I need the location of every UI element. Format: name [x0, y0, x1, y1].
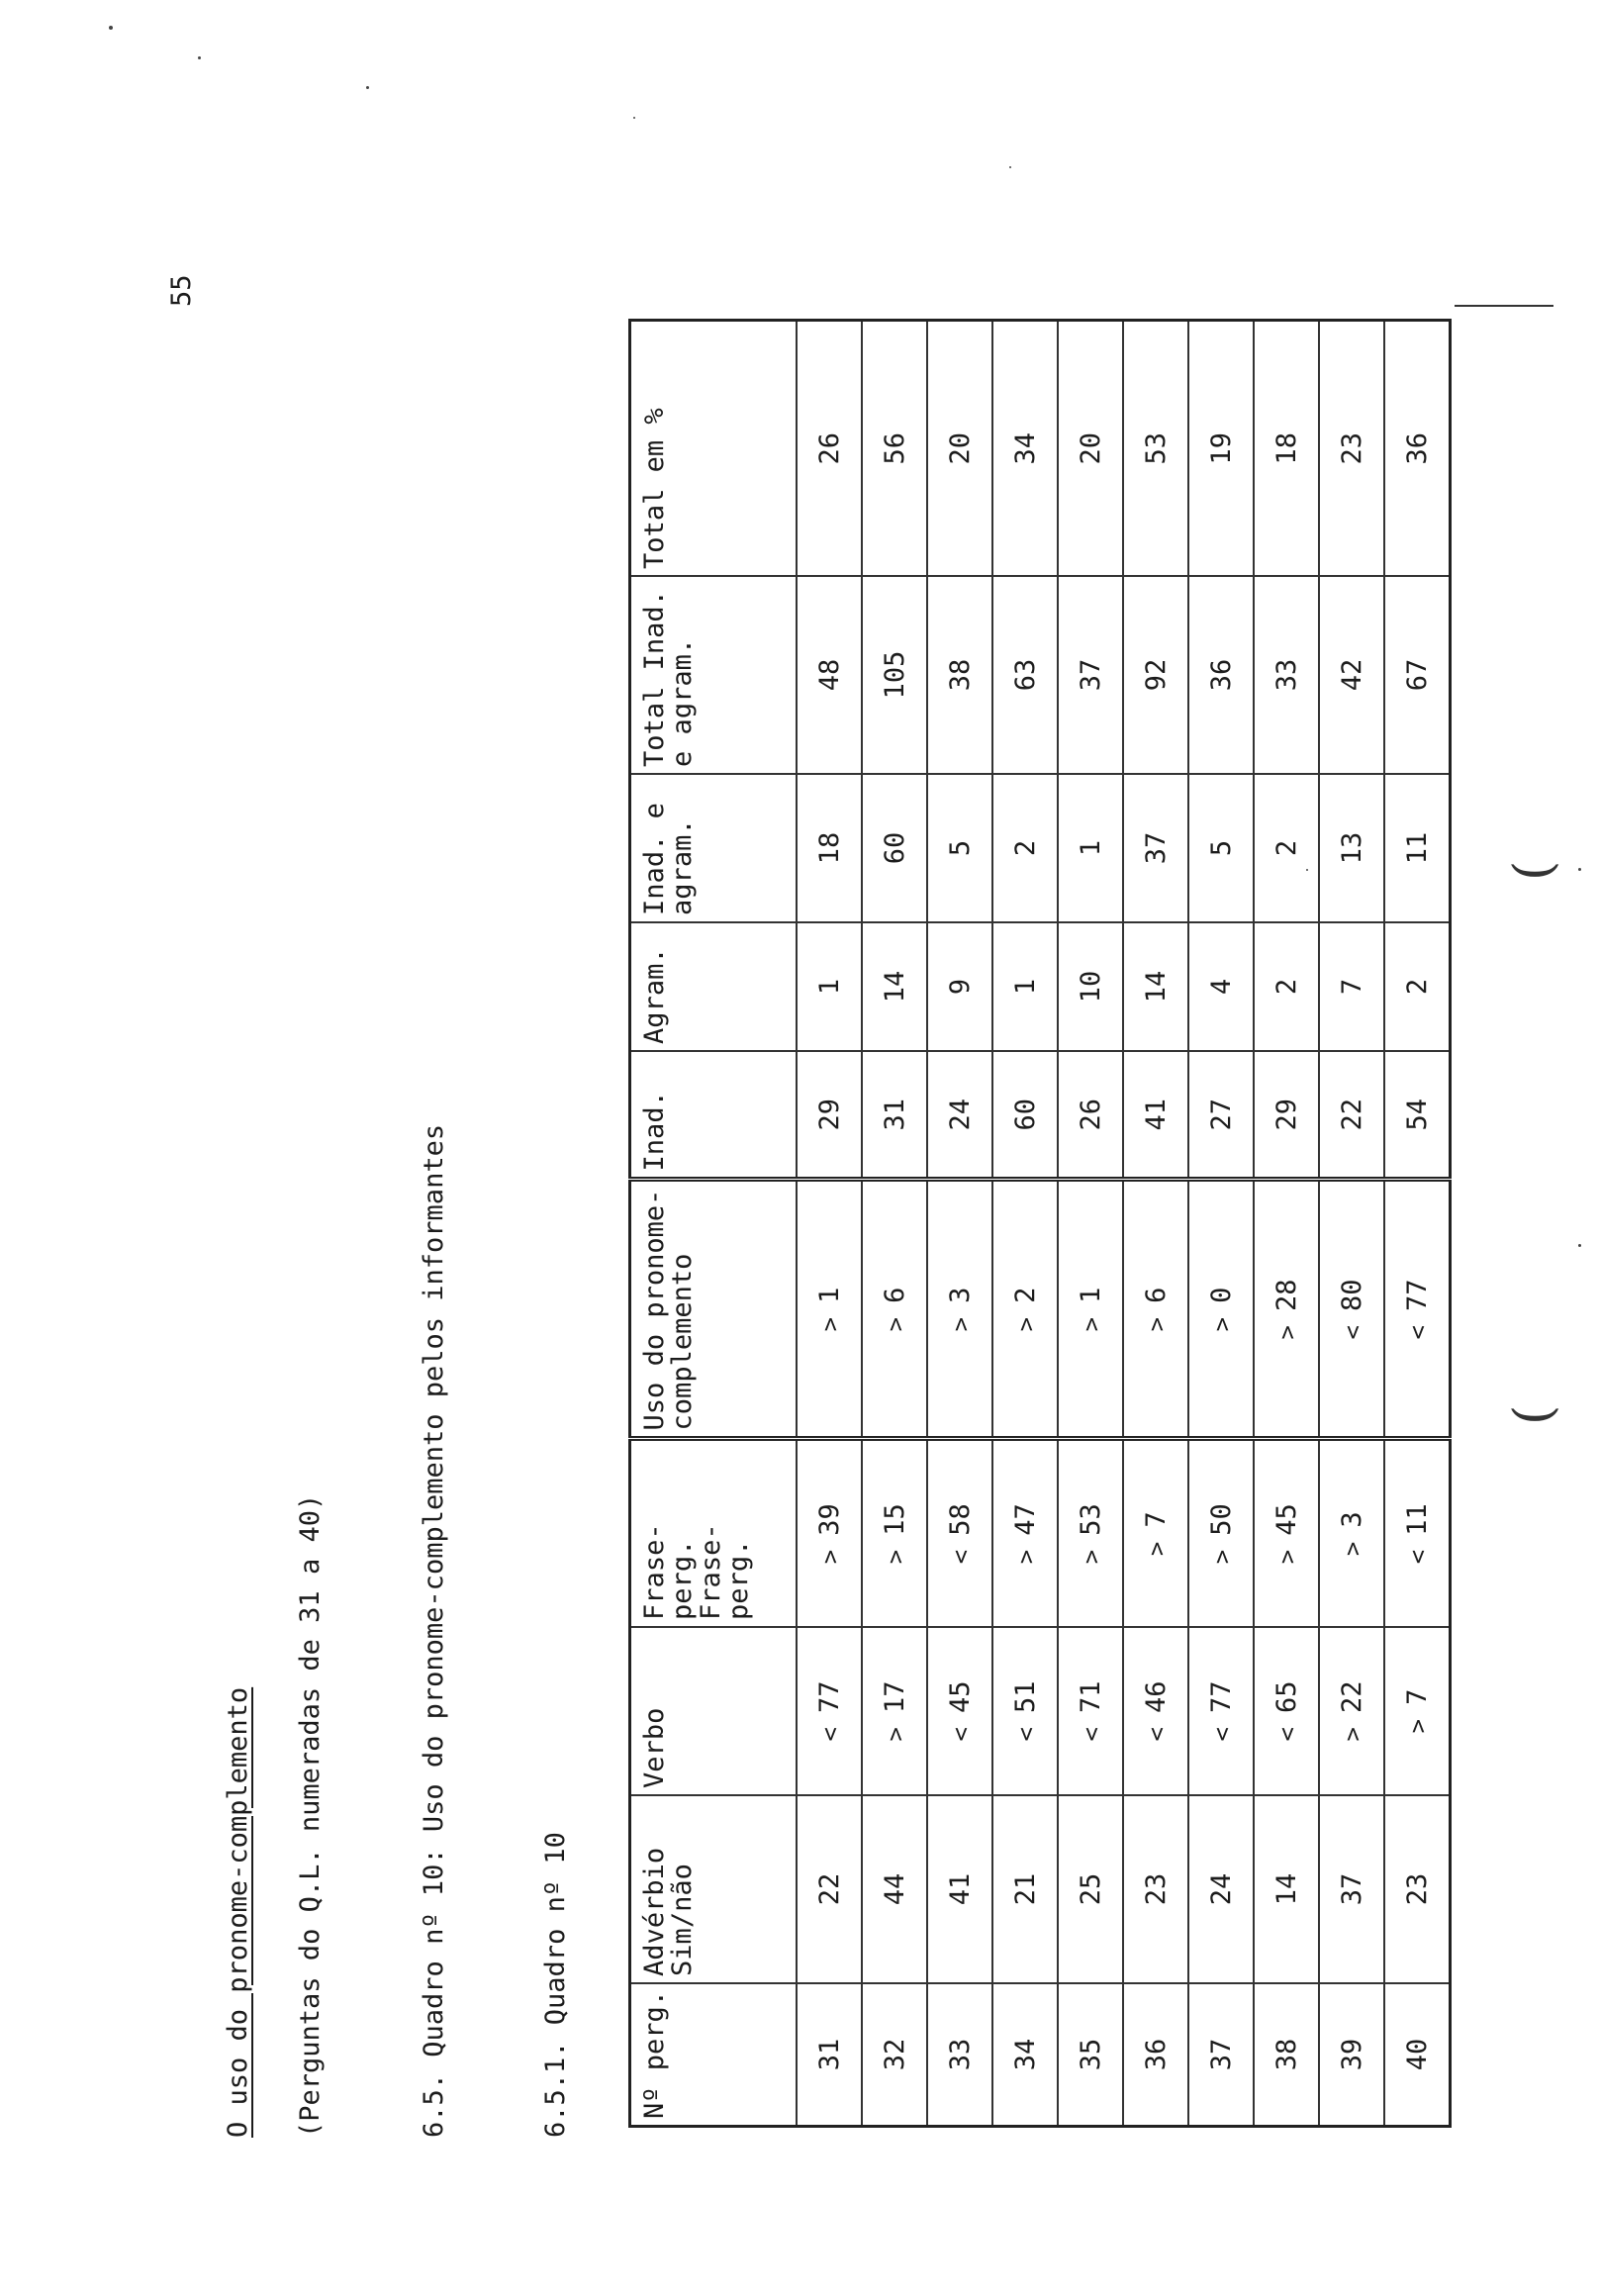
- cell-n-perg: [1058, 1983, 1123, 2127]
- comparison-sign: >: [1208, 1316, 1236, 1332]
- cell-total-inad-agram-value: 42: [1336, 658, 1367, 692]
- cell-inad-agram-value: 2: [1270, 839, 1302, 857]
- cell-frase-perg: [1319, 1439, 1384, 1627]
- comparison-sign: >: [1273, 1324, 1301, 1340]
- cell-inad-value: 29: [1270, 1098, 1302, 1131]
- comparison-sign: >: [1012, 1549, 1040, 1565]
- cell-inad-agram-value: 37: [1140, 831, 1172, 865]
- cell-inad-agram: [1058, 774, 1123, 922]
- cell-uso-pronome: [1058, 1180, 1123, 1439]
- header-verbo: Verbo: [630, 1627, 798, 1795]
- cell-inad-agram-value: 60: [879, 831, 910, 865]
- cell-inad-agram: [927, 774, 992, 922]
- cell-adverbio: [927, 1795, 992, 1983]
- cell-inad-value: 41: [1140, 1098, 1172, 1131]
- cell-adverbio-value: 41: [944, 1872, 976, 1906]
- cell-uso-pronome: [1188, 1180, 1254, 1439]
- cell-verbo: [927, 1627, 992, 1795]
- cell-verbo-value: 22: [1336, 1680, 1367, 1713]
- comparison-sign: <: [816, 1726, 844, 1742]
- cell-total-pct: [1319, 321, 1384, 576]
- cell-verbo-value: 17: [879, 1680, 910, 1713]
- cell-verbo: [1123, 1627, 1188, 1795]
- cell-n-perg-value: 31: [813, 2038, 845, 2071]
- cell-inad-agram: [1384, 774, 1451, 922]
- cell-frase-perg-value: 39: [813, 1503, 845, 1536]
- cell-inad-value: 60: [1009, 1098, 1041, 1131]
- cell-uso-pronome: [862, 1180, 927, 1439]
- cell-total-pct: [862, 321, 927, 576]
- cell-total-pct: [1188, 321, 1254, 576]
- cell-total-inad-agram: [1319, 576, 1384, 774]
- cell-adverbio: [1254, 1795, 1319, 1983]
- table-row: [797, 321, 862, 2127]
- cell-frase-perg: [992, 1439, 1058, 1627]
- cell-total-inad-agram: [1188, 576, 1254, 774]
- data-table: [628, 319, 1452, 2128]
- cell-total-inad-agram-value: 48: [813, 658, 845, 692]
- cell-total-pct-value: 20: [944, 431, 976, 465]
- table-row: [1319, 321, 1384, 2127]
- cell-agram-value: 2: [1270, 978, 1302, 996]
- questions-note: (Perguntas do Q.L. numeradas de 31 a 40): [295, 1493, 326, 2138]
- cell-frase-perg-value: 15: [879, 1503, 910, 1536]
- cell-frase-perg-value: 47: [1009, 1503, 1041, 1536]
- cell-n-perg: [1188, 1983, 1254, 2127]
- cell-inad-agram: [1188, 774, 1254, 922]
- cell-agram: [1123, 922, 1188, 1051]
- cell-adverbio-value: 23: [1140, 1872, 1172, 1906]
- cell-agram: [1254, 922, 1319, 1051]
- scan-speck: [1578, 1244, 1581, 1247]
- comparison-sign: >: [1208, 1549, 1236, 1565]
- cell-adverbio-value: 25: [1075, 1872, 1106, 1906]
- cell-inad-agram-value: 5: [1205, 839, 1237, 857]
- table-caption-text: 6.5.1. Quadro nº 10: [540, 1832, 571, 2138]
- scan-speck: [198, 56, 201, 59]
- cell-total-inad-agram: [797, 576, 862, 774]
- section-title: [421, 1124, 447, 2138]
- table-row: [1384, 321, 1451, 2127]
- cell-inad: [1254, 1051, 1319, 1180]
- table-row: [1188, 321, 1254, 2127]
- header-n-perg: Nº perg.: [630, 1983, 798, 2127]
- cell-inad-agram: [797, 774, 862, 922]
- cell-frase-perg-value: 7: [1140, 1511, 1172, 1528]
- cell-uso-pronome-value: 1: [813, 1287, 845, 1303]
- cell-uso-pronome-value: 80: [1336, 1279, 1367, 1311]
- cell-inad-agram: [992, 774, 1058, 922]
- cell-inad-value: 29: [813, 1098, 845, 1131]
- cell-agram-value: 9: [944, 978, 976, 996]
- cell-uso-pronome-value: 2: [1009, 1287, 1041, 1303]
- cell-frase-perg: [1058, 1439, 1123, 1627]
- table-row: [1058, 321, 1123, 2127]
- cell-adverbio: [1123, 1795, 1188, 1983]
- cell-total-pct-value: 34: [1009, 431, 1041, 465]
- margin-mark: (: [1504, 860, 1563, 881]
- cell-inad: [1319, 1051, 1384, 1180]
- cell-agram: [992, 922, 1058, 1051]
- comparison-sign: <: [947, 1726, 975, 1742]
- cell-adverbio-value: 37: [1336, 1872, 1367, 1906]
- section-heading: O uso do pronome-complemento: [223, 1686, 253, 2138]
- cell-n-perg-value: 39: [1336, 2038, 1367, 2071]
- cell-total-inad-agram-value: 92: [1140, 658, 1172, 692]
- cell-n-perg-value: 40: [1401, 2038, 1433, 2071]
- cell-verbo-value: 71: [1075, 1680, 1106, 1713]
- cell-total-inad-agram-value: 38: [944, 658, 976, 692]
- comparison-sign: <: [947, 1549, 975, 1565]
- cell-inad: [1188, 1051, 1254, 1180]
- cell-agram: [1058, 922, 1123, 1051]
- comparison-sign: <: [1273, 1726, 1301, 1742]
- cell-frase-perg-value: 58: [944, 1503, 976, 1536]
- comparison-sign: >: [1078, 1316, 1105, 1332]
- cell-total-pct-value: 18: [1270, 431, 1302, 465]
- cell-inad-value: 27: [1205, 1098, 1237, 1131]
- cell-total-pct: [1384, 321, 1451, 576]
- cell-total-pct-value: 26: [813, 431, 845, 465]
- cell-verbo: [797, 1627, 862, 1795]
- cell-inad: [992, 1051, 1058, 1180]
- cell-frase-perg: [1188, 1439, 1254, 1627]
- scan-speck: [633, 117, 635, 119]
- cell-verbo: [1188, 1627, 1254, 1795]
- cell-inad-value: 31: [879, 1098, 910, 1131]
- scan-speck: [1009, 166, 1011, 168]
- comparison-sign: >: [1404, 1718, 1432, 1734]
- header-inad: Inad.: [630, 1051, 798, 1180]
- cell-frase-perg: [1384, 1439, 1451, 1627]
- header-agram: Agram.: [630, 922, 798, 1051]
- cell-agram: [1319, 922, 1384, 1051]
- cell-total-pct-value: 23: [1336, 431, 1367, 465]
- comparison-sign: >: [947, 1316, 975, 1332]
- cell-total-inad-agram-value: 105: [879, 650, 910, 700]
- cell-agram: [1188, 922, 1254, 1051]
- cell-adverbio-value: 22: [813, 1872, 845, 1906]
- cell-uso-pronome: [927, 1180, 992, 1439]
- cell-agram: [1384, 922, 1451, 1051]
- cell-frase-perg-value: 45: [1270, 1503, 1302, 1536]
- cell-inad-agram-value: 2: [1009, 839, 1041, 857]
- cell-uso-pronome-value: 28: [1270, 1279, 1302, 1311]
- cell-uso-pronome-value: 6: [879, 1287, 910, 1303]
- comparison-sign: <: [1339, 1324, 1366, 1340]
- cell-adverbio-value: 21: [1009, 1872, 1041, 1906]
- cell-total-inad-agram: [1384, 576, 1451, 774]
- header-row: [630, 321, 798, 2127]
- cell-n-perg-value: 33: [944, 2038, 976, 2071]
- comparison-sign: <: [1404, 1549, 1432, 1565]
- cell-agram-value: 1: [813, 978, 845, 996]
- comparison-sign: >: [882, 1316, 909, 1332]
- margin-mark: (: [1504, 1404, 1563, 1425]
- cell-uso-pronome: [1123, 1180, 1188, 1439]
- cell-agram: [927, 922, 992, 1051]
- cell-total-pct-value: 20: [1075, 431, 1106, 465]
- cell-inad-agram-value: 18: [813, 831, 845, 865]
- table-caption: [542, 1832, 569, 2138]
- cell-total-pct: [1123, 321, 1188, 576]
- cell-inad-value: 54: [1401, 1098, 1433, 1131]
- cell-frase-perg: [1123, 1439, 1188, 1627]
- cell-total-inad-agram-value: 63: [1009, 658, 1041, 692]
- cell-inad: [1058, 1051, 1123, 1180]
- cell-n-perg: [927, 1983, 992, 2127]
- cell-inad: [797, 1051, 862, 1180]
- cell-inad-agram: [1319, 774, 1384, 922]
- header-inad-agram: Inad. e agram.: [630, 774, 798, 922]
- cell-verbo-value: 77: [1205, 1680, 1237, 1713]
- cell-n-perg: [1254, 1983, 1319, 2127]
- scan-speck: [366, 86, 369, 89]
- cell-adverbio-value: 23: [1401, 1872, 1433, 1906]
- cell-uso-pronome: [1319, 1180, 1384, 1439]
- cell-n-perg-value: 34: [1009, 2038, 1041, 2071]
- cell-adverbio: [1319, 1795, 1384, 1983]
- cell-agram-value: 14: [879, 970, 910, 1004]
- scan-speck: [109, 26, 113, 30]
- cell-total-inad-agram: [1058, 576, 1123, 774]
- comparison-sign: >: [882, 1549, 909, 1565]
- cell-agram: [797, 922, 862, 1051]
- cell-uso-pronome: [797, 1180, 862, 1439]
- cell-frase-perg-value: 3: [1336, 1511, 1367, 1528]
- cell-inad-agram-value: 5: [944, 839, 976, 857]
- cell-n-perg-value: 36: [1140, 2038, 1172, 2071]
- comparison-sign: >: [816, 1549, 844, 1565]
- cell-frase-perg: [797, 1439, 862, 1627]
- cell-frase-perg-value: 11: [1401, 1503, 1433, 1536]
- cell-total-inad-agram-value: 36: [1205, 658, 1237, 692]
- cell-frase-perg: [1254, 1439, 1319, 1627]
- cell-total-pct: [927, 321, 992, 576]
- cell-n-perg-value: 38: [1270, 2038, 1302, 2071]
- cell-n-perg: [1319, 1983, 1384, 2127]
- cell-inad-value: 26: [1075, 1098, 1106, 1131]
- cell-inad-agram-value: 11: [1401, 831, 1433, 865]
- cell-frase-perg-value: 53: [1075, 1503, 1106, 1536]
- cell-total-inad-agram-value: 67: [1401, 658, 1433, 692]
- cell-uso-pronome-value: 0: [1205, 1287, 1237, 1303]
- cell-adverbio: [862, 1795, 927, 1983]
- cell-inad-agram: [1123, 774, 1188, 922]
- table-row: [927, 321, 992, 2127]
- comparison-sign: <: [1208, 1726, 1236, 1742]
- cell-uso-pronome: [1254, 1180, 1319, 1439]
- cell-inad: [1384, 1051, 1451, 1180]
- cell-inad-agram: [1254, 774, 1319, 922]
- cell-uso-pronome-value: 1: [1075, 1287, 1106, 1303]
- cell-frase-perg-value: 50: [1205, 1503, 1237, 1536]
- cell-agram-value: 14: [1140, 970, 1172, 1004]
- comparison-sign: <: [1078, 1726, 1105, 1742]
- cell-adverbio-value: 14: [1270, 1872, 1302, 1906]
- cell-verbo: [1058, 1627, 1123, 1795]
- cell-verbo-value: 45: [944, 1680, 976, 1713]
- cell-n-perg: [797, 1983, 862, 2127]
- cell-n-perg-value: 37: [1205, 2038, 1237, 2071]
- comparison-sign: >: [1339, 1541, 1366, 1557]
- cell-verbo: [1319, 1627, 1384, 1795]
- comparison-sign: >: [816, 1316, 844, 1332]
- cell-total-pct: [992, 321, 1058, 576]
- section-title-text: 6.5. Quadro nº 10: Uso do pronome-complemento pelos informantes: [419, 1123, 449, 2138]
- cell-inad: [1123, 1051, 1188, 1180]
- comparison-sign: <: [1012, 1726, 1040, 1742]
- cell-total-pct-value: 53: [1140, 431, 1172, 465]
- cell-total-pct: [1058, 321, 1123, 576]
- cell-uso-pronome: [1384, 1180, 1451, 1439]
- comparison-sign: <: [1143, 1726, 1171, 1742]
- margin-rule: [1455, 305, 1553, 307]
- cell-adverbio-value: 24: [1205, 1872, 1237, 1906]
- cell-frase-perg: [927, 1439, 992, 1627]
- cell-adverbio: [1384, 1795, 1451, 1983]
- cell-total-inad-agram-value: 37: [1075, 658, 1106, 692]
- cell-inad-agram-value: 13: [1336, 831, 1367, 865]
- cell-agram-value: 2: [1401, 978, 1433, 996]
- cell-adverbio: [1058, 1795, 1123, 1983]
- comparison-sign: >: [882, 1726, 909, 1742]
- cell-verbo-value: 46: [1140, 1680, 1172, 1713]
- comparison-sign: >: [1012, 1316, 1040, 1332]
- cell-total-pct-value: 56: [879, 431, 910, 465]
- comparison-sign: >: [1339, 1726, 1366, 1742]
- table-row: [992, 321, 1058, 2127]
- cell-n-perg: [862, 1983, 927, 2127]
- cell-total-pct-value: 36: [1401, 431, 1433, 465]
- cell-verbo: [992, 1627, 1058, 1795]
- table-row: [862, 321, 927, 2127]
- cell-inad-agram: [862, 774, 927, 922]
- cell-uso-pronome-value: 6: [1140, 1287, 1172, 1303]
- cell-verbo-value: 7: [1401, 1688, 1433, 1705]
- header-total-pct: Total em %: [630, 321, 798, 576]
- cell-n-perg-value: 32: [879, 2038, 910, 2071]
- scan-speck: [1306, 869, 1308, 871]
- cell-verbo-value: 77: [813, 1680, 845, 1713]
- cell-agram: [862, 922, 927, 1051]
- cell-total-inad-agram: [1123, 576, 1188, 774]
- cell-adverbio-value: 44: [879, 1872, 910, 1906]
- cell-inad-agram-value: 1: [1075, 839, 1106, 857]
- cell-inad: [927, 1051, 992, 1180]
- cell-adverbio: [1188, 1795, 1254, 1983]
- cell-uso-pronome: [992, 1180, 1058, 1439]
- cell-total-pct: [1254, 321, 1319, 576]
- cell-agram-value: 4: [1205, 978, 1237, 996]
- cell-verbo-value: 65: [1270, 1680, 1302, 1713]
- cell-adverbio: [992, 1795, 1058, 1983]
- cell-uso-pronome-value: 3: [944, 1287, 976, 1303]
- cell-verbo: [1254, 1627, 1319, 1795]
- table-body: [797, 321, 1451, 2127]
- cell-agram-value: 1: [1009, 978, 1041, 996]
- cell-total-inad-agram-value: 33: [1270, 658, 1302, 692]
- cell-inad: [862, 1051, 927, 1180]
- cell-agram-value: 10: [1075, 970, 1106, 1004]
- cell-frase-perg: [862, 1439, 927, 1627]
- cell-verbo: [1384, 1627, 1451, 1795]
- cell-total-pct-value: 19: [1205, 431, 1237, 465]
- page-number: 55: [166, 274, 197, 307]
- cell-verbo: [862, 1627, 927, 1795]
- comparison-sign: >: [1273, 1549, 1301, 1565]
- cell-total-inad-agram: [992, 576, 1058, 774]
- cell-total-inad-agram: [1254, 576, 1319, 774]
- cell-n-perg: [1384, 1983, 1451, 2127]
- cell-agram-value: 7: [1336, 978, 1367, 996]
- comparison-sign: >: [1143, 1316, 1171, 1332]
- cell-total-pct: [797, 321, 862, 576]
- cell-n-perg: [992, 1983, 1058, 2127]
- cell-uso-pronome-value: 77: [1401, 1279, 1433, 1311]
- header-adverbio: Advérbio Sim/não: [630, 1795, 798, 1983]
- cell-total-inad-agram: [927, 576, 992, 774]
- cell-inad-value: 24: [944, 1098, 976, 1131]
- header-frase-perg: Frase-perg. Frase-perg.: [630, 1439, 798, 1627]
- cell-verbo-value: 51: [1009, 1680, 1041, 1713]
- cell-total-inad-agram: [862, 576, 927, 774]
- table-row: [1123, 321, 1188, 2127]
- cell-n-perg-value: 35: [1075, 2038, 1106, 2071]
- comparison-sign: >: [1143, 1541, 1171, 1557]
- header-uso-pronome: Uso do pronome-complemento: [630, 1180, 798, 1439]
- cell-adverbio: [797, 1795, 862, 1983]
- cell-inad-value: 22: [1336, 1098, 1367, 1131]
- cell-n-perg: [1123, 1983, 1188, 2127]
- table-row: [1254, 321, 1319, 2127]
- comparison-sign: >: [1078, 1549, 1105, 1565]
- comparison-sign: <: [1404, 1324, 1432, 1340]
- header-total-inad-agram: Total Inad. e agram.: [630, 576, 798, 774]
- scan-speck: [1578, 868, 1581, 871]
